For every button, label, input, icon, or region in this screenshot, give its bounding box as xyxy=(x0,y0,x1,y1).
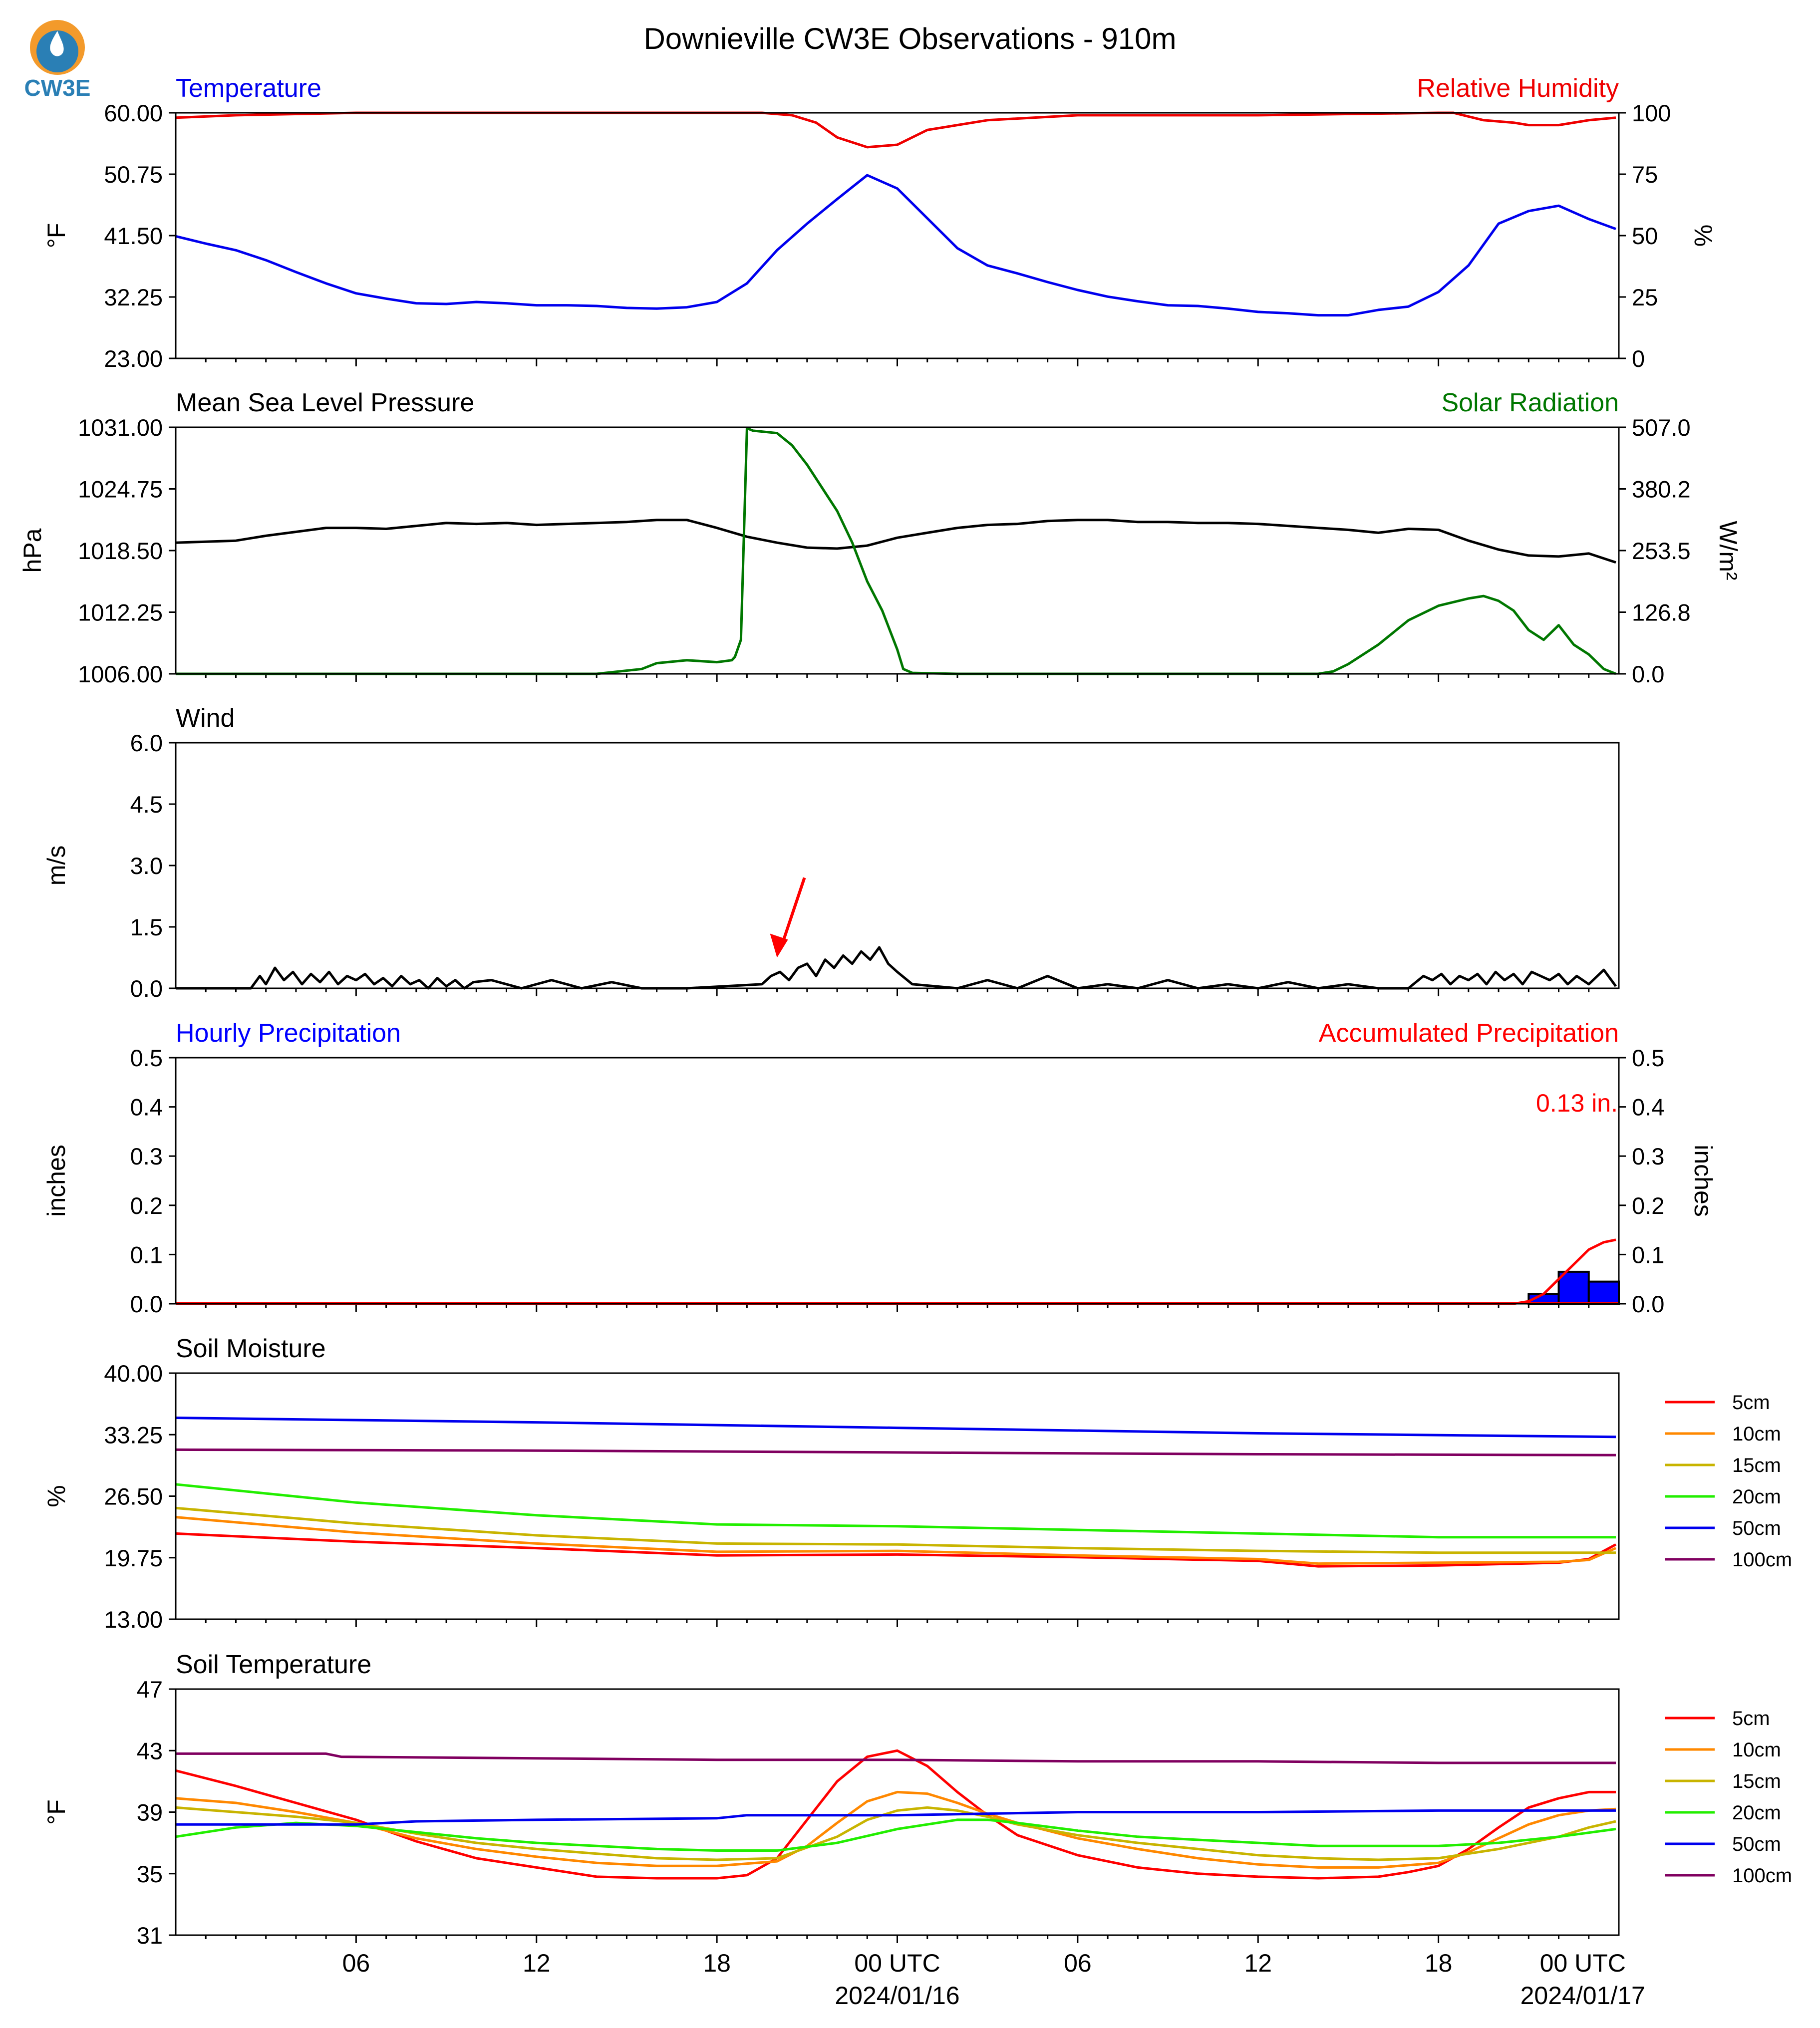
precip-bar xyxy=(1559,1272,1589,1304)
ytick-label-left: 26.50 xyxy=(104,1483,163,1510)
legend-label: 50cm xyxy=(1732,1517,1781,1539)
panel-title-left: Mean Sea Level Pressure xyxy=(176,388,475,417)
ytick-label-left: 60.00 xyxy=(104,100,163,126)
series-line-100cm xyxy=(176,1753,1616,1763)
ytick-label-right: 380.2 xyxy=(1632,476,1691,503)
series-line-10cm xyxy=(176,1517,1616,1564)
accum-precip-label: 0.13 in. xyxy=(1535,1089,1618,1117)
ylabel-right: W/m² xyxy=(1714,521,1742,580)
series-line-accum_precip xyxy=(176,1240,1616,1304)
series-line-100cm xyxy=(176,1449,1616,1455)
ytick-label-left: 47 xyxy=(136,1676,163,1703)
panel-title-left: Wind xyxy=(176,704,235,733)
ytick-label-right: 0.0 xyxy=(1632,1291,1665,1317)
time-tick-label: 06 xyxy=(342,1949,370,1977)
ytick-label-right: 0 xyxy=(1632,345,1645,372)
figure-title: Downieville CW3E Observations - 910m xyxy=(643,22,1177,55)
ylabel-left: m/s xyxy=(42,845,70,886)
ytick-label-right: 0.0 xyxy=(1632,661,1665,687)
ylabel-left: hPa xyxy=(18,528,46,573)
legend-label: 10cm xyxy=(1732,1423,1781,1445)
ytick-label-left: 40.00 xyxy=(104,1360,163,1387)
time-tick-label: 00 UTC xyxy=(854,1949,940,1977)
ytick-label-left: 13.00 xyxy=(104,1606,163,1633)
legend-label: 100cm xyxy=(1732,1549,1793,1571)
ytick-label-right: 25 xyxy=(1632,284,1658,310)
series-line-humidity xyxy=(176,113,1616,147)
legend-label: 50cm xyxy=(1732,1833,1781,1855)
series-line-50cm xyxy=(176,1418,1616,1437)
ytick-label-right: 126.8 xyxy=(1632,599,1691,626)
ytick-label-left: 0.0 xyxy=(130,1291,163,1317)
time-tick-label: 18 xyxy=(703,1949,731,1977)
ytick-label-left: 3.0 xyxy=(130,853,163,879)
ytick-label-right: 507.0 xyxy=(1632,414,1691,441)
ylabel-left: °F xyxy=(42,223,70,249)
ytick-label-left: 0.0 xyxy=(130,975,163,1002)
ytick-label-left: 39 xyxy=(136,1799,163,1826)
panel-title-left: Soil Moisture xyxy=(176,1334,326,1363)
ytick-label-left: 4.5 xyxy=(130,791,163,818)
precip-bar xyxy=(1589,1282,1619,1304)
ytick-label-left: 0.5 xyxy=(130,1045,163,1071)
ytick-label-left: 31 xyxy=(136,1922,163,1949)
time-tick-label: 12 xyxy=(1244,1949,1272,1977)
ytick-label-right: 253.5 xyxy=(1632,538,1691,564)
ytick-label-right: 0.5 xyxy=(1632,1045,1665,1071)
ytick-label-right: 75 xyxy=(1632,161,1658,188)
ytick-label-right: 0.2 xyxy=(1632,1192,1665,1219)
ytick-label-left: 35 xyxy=(136,1860,163,1887)
ytick-label-left: 33.25 xyxy=(104,1422,163,1449)
ytick-label-right: 0.1 xyxy=(1632,1241,1665,1268)
ytick-label-right: 50 xyxy=(1632,223,1658,249)
time-tick-label: 06 xyxy=(1064,1949,1092,1977)
panel-pressure-solar xyxy=(18,388,1742,687)
date-label: 2024/01/17 xyxy=(1520,1982,1645,2010)
ytick-label-left: 19.75 xyxy=(104,1544,163,1571)
ytick-label-left: 1031.00 xyxy=(78,414,163,441)
ylabel-right: % xyxy=(1689,224,1717,247)
ytick-label-left: 1006.00 xyxy=(78,661,163,687)
ylabel-left: inches xyxy=(42,1145,70,1217)
ytick-label-left: 43 xyxy=(136,1738,163,1764)
ytick-label-left: 41.50 xyxy=(104,223,163,249)
panel-title-right: Solar Radiation xyxy=(1441,388,1619,417)
panel-frame xyxy=(176,1058,1619,1304)
ytick-label-left: 23.00 xyxy=(104,345,163,372)
series-line-15cm xyxy=(176,1508,1616,1553)
annotation-arrow-shaft xyxy=(781,878,805,948)
ylabel-right: inches xyxy=(1689,1145,1717,1217)
series-line-solar xyxy=(176,428,1616,674)
ytick-label-left: 32.25 xyxy=(104,284,163,310)
legend-label: 20cm xyxy=(1732,1802,1781,1824)
panel-frame xyxy=(176,427,1619,674)
panel-title-left: Soil Temperature xyxy=(176,1650,372,1679)
panel-title-left: Hourly Precipitation xyxy=(176,1019,401,1048)
ytick-label-left: 1.5 xyxy=(130,914,163,940)
panel-soil-moisture xyxy=(42,1334,1792,1633)
time-tick-label: 00 UTC xyxy=(1539,1949,1626,1977)
legend-label: 15cm xyxy=(1732,1454,1781,1476)
ytick-label-left: 6.0 xyxy=(130,730,163,756)
ytick-label-right: 0.3 xyxy=(1632,1143,1665,1170)
legend-label: 20cm xyxy=(1732,1486,1781,1508)
legend-label: 5cm xyxy=(1732,1708,1770,1730)
series-line-50cm xyxy=(176,1810,1616,1824)
ytick-label-left: 1018.50 xyxy=(78,538,163,564)
ytick-label-left: 1012.25 xyxy=(78,599,163,626)
ytick-label-left: 0.3 xyxy=(130,1143,163,1170)
series-line-temperature xyxy=(176,175,1616,315)
time-tick-label: 12 xyxy=(522,1949,551,1977)
cw3e-logo xyxy=(24,20,91,101)
time-tick-label: 18 xyxy=(1424,1949,1453,1977)
panel-title-right: Accumulated Precipitation xyxy=(1318,1019,1619,1048)
panel-frame xyxy=(176,113,1619,358)
series-line-pressure xyxy=(176,520,1616,563)
panel-frame xyxy=(176,743,1619,988)
panels xyxy=(18,74,1792,1949)
ytick-label-left: 0.4 xyxy=(130,1094,163,1121)
panel-title-right: Relative Humidity xyxy=(1417,74,1619,103)
panel-soil-temperature xyxy=(42,1650,1792,1949)
legend-label: 10cm xyxy=(1732,1739,1781,1761)
ytick-label-left: 50.75 xyxy=(104,161,163,188)
ytick-label-right: 100 xyxy=(1632,100,1671,126)
logo-text: CW3E xyxy=(24,75,91,101)
date-label: 2024/01/16 xyxy=(835,1982,960,2010)
legend-label: 15cm xyxy=(1732,1770,1781,1792)
ytick-label-left: 0.1 xyxy=(130,1241,163,1268)
ytick-label-left: 0.2 xyxy=(130,1192,163,1219)
panel-precip xyxy=(42,1019,1717,1317)
panel-title-left: Temperature xyxy=(176,74,321,103)
legend-label: 100cm xyxy=(1732,1865,1793,1887)
ylabel-left: °F xyxy=(42,1799,70,1825)
time-axis-labels xyxy=(342,1949,1645,2010)
panel-frame xyxy=(176,1373,1619,1619)
panel-temp-rh xyxy=(42,74,1717,372)
series-line-20cm xyxy=(176,1820,1616,1851)
legend-label: 5cm xyxy=(1732,1392,1770,1414)
ytick-label-right: 0.4 xyxy=(1632,1094,1665,1121)
panel-wind xyxy=(42,704,1619,1002)
series-line-20cm xyxy=(176,1484,1616,1537)
series-line-wind xyxy=(176,947,1616,988)
ytick-label-left: 1024.75 xyxy=(78,476,163,503)
ylabel-left: % xyxy=(42,1485,70,1507)
